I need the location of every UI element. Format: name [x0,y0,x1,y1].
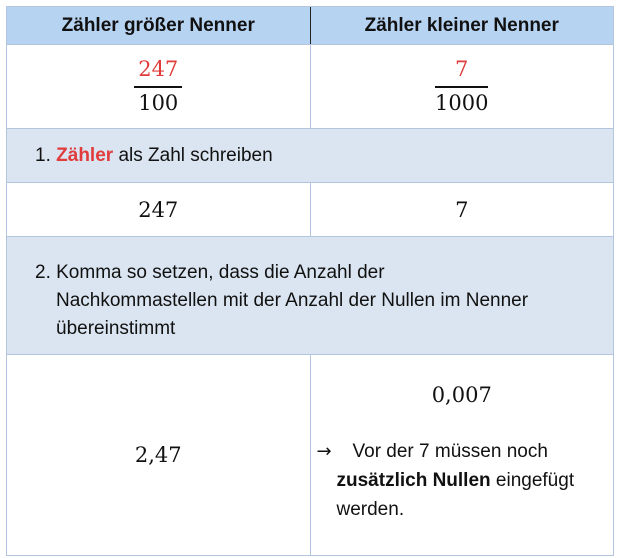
numerator-value-right: 7 [310,183,614,236]
note-part-1: Vor der 7 müssen noch [352,441,548,462]
result-left: 2,47 [134,443,182,467]
fraction-right [435,56,488,117]
header-numerator-greater: Zähler größer Nenner [61,14,255,36]
fraction-left-bar [134,86,182,88]
note-bold: zusätzlich Nullen [336,470,491,491]
step-2-line-3: übereinstimmt [56,318,176,339]
step-1-suffix: als Zahl schreiben [118,144,273,166]
conversion-table [6,6,614,556]
step-1-row [7,129,613,183]
fraction-cell-right [310,45,614,128]
step-1-highlight: Zähler [56,144,114,166]
result-row [7,355,613,555]
table-header-row [7,7,613,45]
note-part-3: werden. [336,499,405,520]
fraction-right-numerator: 7 [455,57,469,81]
step-2-row [7,237,613,355]
step-2-line-2: Nachkommastellen mit der Anzahl der Nullen im Nenner [56,290,529,311]
step-2-line-1: 2. Komma so setzen, dass die Anzahl der [35,262,385,283]
fraction-left-denominator: 100 [138,91,179,115]
fraction-row [7,45,613,129]
header-numerator-smaller: Zähler kleiner Nenner [310,7,614,44]
numerator-value-left: 247 [138,197,179,222]
zero-insertion-note [311,437,575,524]
note-part-2: eingefügt [490,470,575,491]
numerator-value-row [7,183,613,237]
fraction-right-denominator: 1000 [435,91,489,115]
result-right: 0,007 [431,383,492,407]
result-right-cell [310,355,614,555]
fraction-left-numerator: 247 [138,57,179,81]
step-1-text [7,129,273,182]
arrow-right-icon: → [316,441,332,462]
fraction-cell-left [7,45,310,128]
fraction-left [134,56,182,117]
step-1-prefix: 1. [35,144,51,166]
fraction-right-bar [435,86,488,88]
